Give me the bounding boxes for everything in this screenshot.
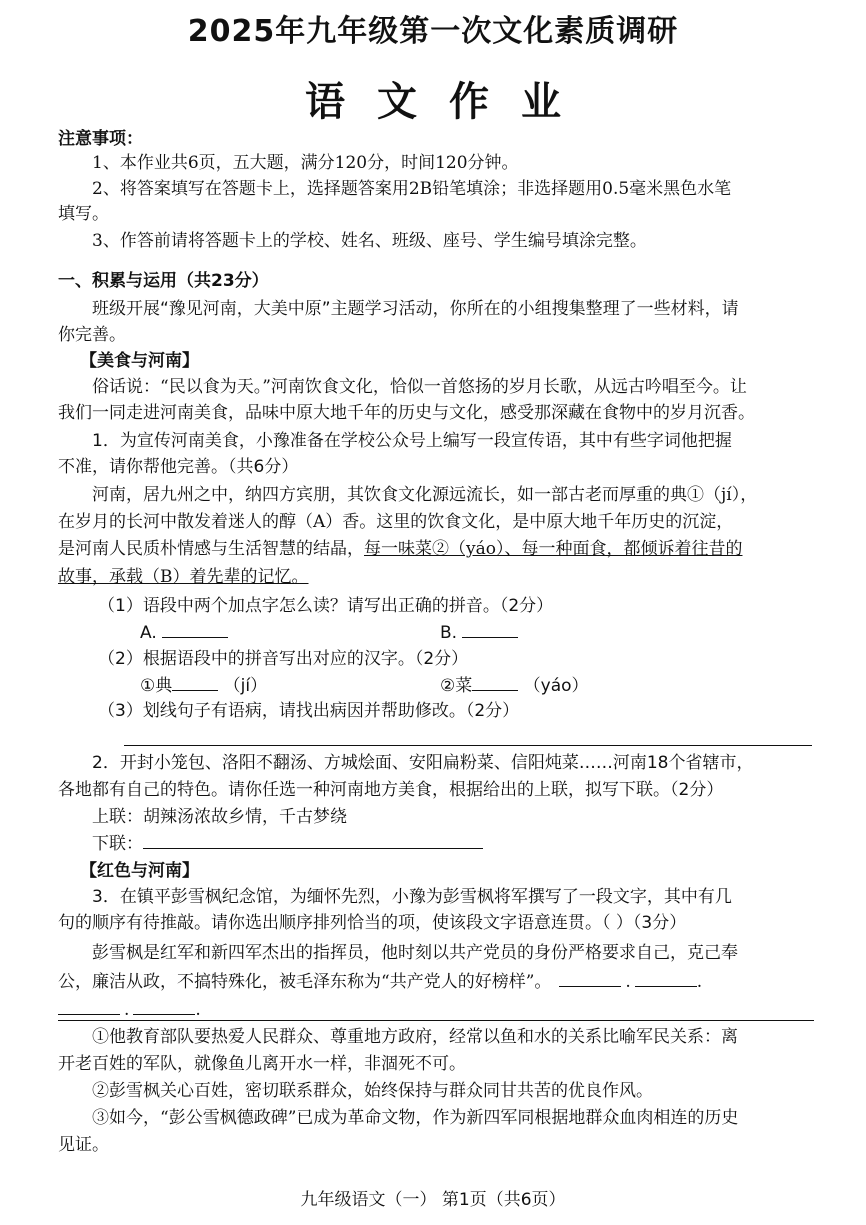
couplet-lower bbox=[92, 832, 483, 855]
section-heading: 一、积累与运用（共23分） bbox=[58, 271, 269, 291]
order-blank-1[interactable] bbox=[559, 970, 621, 987]
subject-title: 语文作业 bbox=[305, 79, 593, 125]
question-1: 1．为宣传河南美食，小豫准备在学校公众号上编写一段宣传语，其中有些字词他把握 bbox=[92, 431, 732, 451]
answer-cai-blank[interactable] bbox=[472, 674, 518, 691]
passage-line bbox=[58, 538, 742, 560]
question-1-2: （2）根据语段中的拼音写出对应的汉字。（2分） bbox=[98, 649, 469, 669]
answer-cai bbox=[440, 674, 589, 697]
answer-b-blank[interactable] bbox=[462, 621, 518, 638]
underlined-sentence: 故事，承载（B）着先辈的记忆。 bbox=[58, 567, 309, 587]
notice-item-3: 3、作答前请将答题卡上的学校、姓名、班级、座号、学生编号填涂完整。 bbox=[92, 231, 647, 251]
option-3: ③如今，“彭公雪枫德政碑”已成为革命文物，作为新四军同根据地群众血肉相连的历史 bbox=[92, 1108, 739, 1128]
couplet-lower-blank[interactable] bbox=[143, 832, 483, 849]
notice-heading: 注意事项： bbox=[58, 129, 143, 149]
option-3-cont: 见证。 bbox=[58, 1135, 109, 1155]
question-1-1: （1）语段中两个加点字怎么读？请写出正确的拼音。（2分） bbox=[98, 596, 554, 616]
divider bbox=[58, 1020, 814, 1021]
passage-line: 公，廉洁从政，不搞特殊化，被毛泽东称为“共产党人的好榜样”。 . . bbox=[58, 972, 703, 992]
order-blank-3[interactable] bbox=[58, 998, 120, 1015]
couplet-upper: 上联：胡辣汤浓故乡情，千古梦绕 bbox=[92, 807, 347, 827]
answer-a bbox=[140, 621, 228, 644]
answer-dian-pinyin: （jí） bbox=[223, 676, 268, 696]
notice-item-2: 2、将答案填写在答题卡上，选择题答案用2B铅笔填涂；非选择题用0.5毫米黑色水笔 bbox=[92, 179, 732, 199]
couplet-lower-label: 下联： bbox=[92, 834, 143, 854]
passage-text: 是河南人民质朴情感与生活智慧的结晶， bbox=[58, 539, 364, 559]
answer-b bbox=[440, 621, 518, 644]
answer-cai-pinyin: （yáo） bbox=[523, 676, 589, 696]
notice-item-1: 1、本作业共6页，五大题，满分120分，时间120分钟。 bbox=[92, 153, 519, 173]
answer-dian-blank[interactable] bbox=[172, 674, 218, 691]
food-intro: 俗话说：“民以食为天。”河南饮食文化，恰似一首悠扬的岁月长歌，从远古吟唱至今。让 bbox=[92, 377, 747, 397]
section-intro-cont: 你完善。 bbox=[58, 325, 126, 345]
exam-title: 2025年九年级第一次文化素质调研 bbox=[187, 14, 679, 49]
passage-line: 河南，居九州之中，纳四方宾朋，其饮食文化源远流长，如一部古老而厚重的典①（jí）， bbox=[92, 485, 758, 505]
answer-a-blank[interactable] bbox=[162, 621, 228, 638]
answer-a-label: A. bbox=[140, 623, 157, 643]
question-2-cont: 各地都有自己的特色。请你任选一种河南地方美食，根据给出的上联，拟写下联。（2分） bbox=[58, 780, 724, 800]
passage-line: . . bbox=[58, 998, 201, 1021]
answer-dian-label: ①典 bbox=[140, 676, 173, 696]
answer-dian bbox=[140, 674, 267, 697]
option-1-cont: 开老百姓的军队，就像鱼儿离开水一样，非涸死不可。 bbox=[58, 1054, 466, 1074]
question-3: 3．在镇平彭雪枫纪念馆，为缅怀先烈，小豫为彭雪枫将军撰写了一段文字，其中有几 bbox=[92, 887, 732, 907]
option-1: ①他教育部队要热爱人民群众、尊重地方政府，经常以鱼和水的关系比喻军民关系：离 bbox=[92, 1027, 738, 1047]
answer-line[interactable] bbox=[124, 745, 812, 746]
answer-cai-label: ②菜 bbox=[440, 676, 473, 696]
subsection-food-title: 【美食与河南】 bbox=[80, 351, 199, 371]
order-blank-2[interactable] bbox=[635, 970, 697, 987]
order-blank-4[interactable] bbox=[133, 998, 195, 1015]
section-intro: 班级开展“豫见河南，大美中原”主题学习活动，你所在的小组搜集整理了一些材料，请 bbox=[92, 299, 739, 319]
question-2: 2．开封小笼包、洛阳不翻汤、方城烩面、安阳扁粉菜、信阳炖菜……河南18个省辖市， bbox=[92, 753, 754, 773]
notice-item-2-cont: 填写。 bbox=[58, 204, 109, 224]
answer-b-label: B. bbox=[440, 623, 458, 643]
passage-line: 彭雪枫是红军和新四军杰出的指挥员，他时刻以共产党员的身份严格要求自己，克己奉 bbox=[92, 943, 738, 963]
underlined-sentence: 每一味菜②（yáo）、每一种面食，都倾诉着往昔的 bbox=[364, 539, 743, 559]
question-3-cont: 句的顺序有待推敲。请你选出顺序排列恰当的项，使该段文字语意连贯。（ ）（3分） bbox=[58, 913, 687, 933]
food-intro-cont: 我们一同走进河南美食，品味中原大地千年的历史与文化，感受那深藏在食物中的岁月沉香。 bbox=[58, 403, 755, 423]
question-1-3: （3）划线句子有语病，请找出病因并帮助修改。（2分） bbox=[98, 701, 520, 721]
option-2: ②彭雪枫关心百姓，密切联系群众，始终保持与群众同甘共苦的优良作风。 bbox=[92, 1081, 653, 1101]
question-1-cont: 不准，请你帮他完善。（共6分） bbox=[58, 457, 299, 477]
passage-line: 在岁月的长河中散发着迷人的醇（A）香。这里的饮食文化，是中原大地千年历史的沉淀， bbox=[58, 512, 734, 532]
subsection-red-title: 【红色与河南】 bbox=[80, 861, 199, 881]
page-footer: 九年级语文（一） 第1页（共6页） bbox=[300, 1190, 566, 1210]
passage-text: 公，廉洁从政，不搞特殊化，被毛泽东称为“共产党人的好榜样”。 bbox=[58, 972, 552, 992]
